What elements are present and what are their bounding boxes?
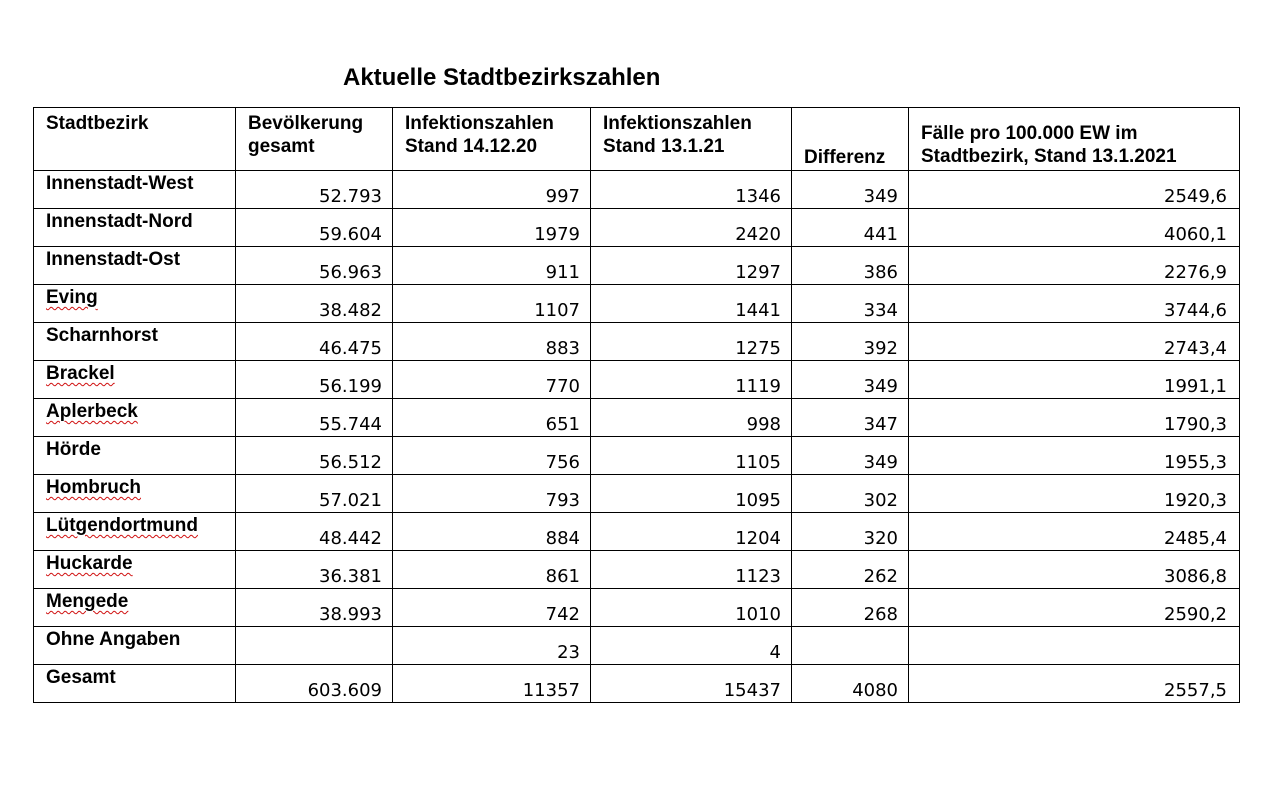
value-inf_1412: 742 bbox=[545, 604, 580, 625]
page-title: Aktuelle Stadtbezirkszahlen bbox=[343, 64, 661, 91]
value-differenz: 334 bbox=[863, 300, 898, 321]
row-label bbox=[34, 285, 235, 309]
cell-inf_1301 bbox=[591, 437, 792, 475]
value-differenz: 392 bbox=[863, 338, 898, 359]
cell-faelle bbox=[909, 551, 1240, 589]
table-row bbox=[34, 475, 1240, 513]
row-label-text: Brackel bbox=[46, 363, 115, 384]
table-row bbox=[34, 513, 1240, 551]
cell-stadtbezirk bbox=[34, 323, 236, 361]
cell-bevoelkerung bbox=[236, 247, 393, 285]
header-cell-differenz bbox=[792, 108, 909, 171]
cell-bevoelkerung bbox=[236, 209, 393, 247]
row-label bbox=[34, 209, 235, 233]
value-bevoelkerung bbox=[236, 627, 392, 643]
column-header-stadtbezirk: Stadtbezirk bbox=[46, 113, 149, 134]
cell-faelle bbox=[909, 171, 1240, 209]
cell-stadtbezirk bbox=[34, 551, 236, 589]
value-inf_1301: 1010 bbox=[735, 604, 781, 625]
cell-faelle bbox=[909, 285, 1240, 323]
cell-inf_1301 bbox=[591, 551, 792, 589]
value-differenz: 349 bbox=[863, 376, 898, 397]
cell-inf_1301 bbox=[591, 247, 792, 285]
value-faelle: 2549,6 bbox=[1164, 186, 1227, 207]
row-label bbox=[34, 399, 235, 423]
cell-inf_1301 bbox=[591, 285, 792, 323]
row-label-text: Innenstadt-Ost bbox=[46, 249, 181, 270]
cell-bevoelkerung bbox=[236, 323, 393, 361]
value-bevoelkerung: 38.482 bbox=[319, 300, 382, 321]
table-row bbox=[34, 551, 1240, 589]
cell-faelle bbox=[909, 399, 1240, 437]
cell-stadtbezirk bbox=[34, 437, 236, 475]
value-inf_1412: 1107 bbox=[534, 300, 580, 321]
cell-bevoelkerung bbox=[236, 437, 393, 475]
value-bevoelkerung: 56.963 bbox=[319, 262, 382, 283]
value-inf_1301: 1119 bbox=[735, 376, 781, 397]
value-faelle: 3086,8 bbox=[1164, 566, 1227, 587]
cell-bevoelkerung bbox=[236, 399, 393, 437]
value-bevoelkerung: 55.744 bbox=[319, 414, 382, 435]
value-faelle: 1920,3 bbox=[1164, 490, 1227, 511]
value-differenz: 302 bbox=[863, 490, 898, 511]
cell-differenz bbox=[792, 323, 909, 361]
cell-inf_1412 bbox=[393, 475, 591, 513]
cell-inf_1412 bbox=[393, 209, 591, 247]
cell-differenz bbox=[792, 171, 909, 209]
value-differenz: 268 bbox=[863, 604, 898, 625]
cell-differenz bbox=[792, 437, 909, 475]
table-row bbox=[34, 171, 1240, 209]
cell-inf_1301 bbox=[591, 665, 792, 703]
row-label-text: Lütgendortmund bbox=[46, 515, 198, 536]
cell-inf_1412 bbox=[393, 399, 591, 437]
value-inf_1412: 883 bbox=[545, 338, 580, 359]
cell-inf_1412 bbox=[393, 323, 591, 361]
cell-differenz bbox=[792, 627, 909, 665]
row-label-text: Scharnhorst bbox=[46, 325, 158, 346]
value-differenz bbox=[792, 627, 908, 643]
row-label bbox=[34, 247, 235, 271]
value-inf_1412: 997 bbox=[545, 186, 580, 207]
cell-faelle bbox=[909, 475, 1240, 513]
cell-inf_1412 bbox=[393, 285, 591, 323]
value-inf_1412: 1979 bbox=[534, 224, 580, 245]
value-bevoelkerung: 56.512 bbox=[319, 452, 382, 473]
value-inf_1301: 1095 bbox=[735, 490, 781, 511]
cell-differenz bbox=[792, 285, 909, 323]
cell-bevoelkerung bbox=[236, 551, 393, 589]
value-inf_1412: 756 bbox=[545, 452, 580, 473]
value-faelle: 1991,1 bbox=[1164, 376, 1227, 397]
row-label bbox=[34, 323, 235, 347]
value-faelle: 2590,2 bbox=[1164, 604, 1227, 625]
row-label-text: Mengede bbox=[46, 591, 129, 612]
cell-inf_1412 bbox=[393, 247, 591, 285]
value-bevoelkerung: 38.993 bbox=[319, 604, 382, 625]
row-label-text: Innenstadt-West bbox=[46, 173, 194, 194]
row-label bbox=[34, 437, 235, 461]
cell-differenz bbox=[792, 399, 909, 437]
cell-differenz bbox=[792, 247, 909, 285]
value-faelle: 1790,3 bbox=[1164, 414, 1227, 435]
cell-stadtbezirk bbox=[34, 285, 236, 323]
row-label-text: Gesamt bbox=[46, 667, 116, 688]
cell-inf_1301 bbox=[591, 361, 792, 399]
value-differenz: 347 bbox=[863, 414, 898, 435]
cell-bevoelkerung bbox=[236, 285, 393, 323]
cell-inf_1412 bbox=[393, 551, 591, 589]
table-row bbox=[34, 589, 1240, 627]
cell-stadtbezirk bbox=[34, 475, 236, 513]
column-header-bevoelkerung: Bevölkerung gesamt bbox=[248, 113, 364, 157]
cell-stadtbezirk bbox=[34, 627, 236, 665]
table-row bbox=[34, 323, 1240, 361]
cell-stadtbezirk bbox=[34, 665, 236, 703]
cell-inf_1412 bbox=[393, 665, 591, 703]
column-header-infektionen-1412: Infektionszahlen Stand 14.12.20 bbox=[405, 113, 554, 157]
value-bevoelkerung: 48.442 bbox=[319, 528, 382, 549]
value-inf_1412: 770 bbox=[545, 376, 580, 397]
value-inf_1301: 1297 bbox=[735, 262, 781, 283]
cell-bevoelkerung bbox=[236, 475, 393, 513]
value-inf_1301: 1204 bbox=[735, 528, 781, 549]
value-bevoelkerung: 603.609 bbox=[307, 680, 382, 701]
row-label-text: Huckarde bbox=[46, 553, 133, 574]
column-header-infektionen-1301: Infektionszahlen Stand 13.1.21 bbox=[603, 113, 752, 157]
column-header-faelle: Fälle pro 100.000 EW im Stadtbezirk, Stand 13.1.2021 bbox=[921, 123, 1177, 167]
value-inf_1301: 2420 bbox=[735, 224, 781, 245]
cell-differenz bbox=[792, 589, 909, 627]
cell-faelle bbox=[909, 589, 1240, 627]
value-inf_1412: 884 bbox=[545, 528, 580, 549]
cell-bevoelkerung bbox=[236, 513, 393, 551]
value-differenz: 349 bbox=[863, 452, 898, 473]
cell-bevoelkerung bbox=[236, 589, 393, 627]
value-differenz: 4080 bbox=[852, 680, 898, 701]
row-label-text: Innenstadt-Nord bbox=[46, 211, 193, 232]
value-inf_1412: 911 bbox=[545, 262, 580, 283]
cell-inf_1301 bbox=[591, 209, 792, 247]
value-inf_1301: 1105 bbox=[735, 452, 781, 473]
header-cell-infektionen-1412 bbox=[393, 108, 591, 171]
value-inf_1412: 861 bbox=[545, 566, 580, 587]
cell-inf_1412 bbox=[393, 589, 591, 627]
value-inf_1412: 651 bbox=[545, 414, 580, 435]
cell-bevoelkerung bbox=[236, 361, 393, 399]
cell-inf_1301 bbox=[591, 627, 792, 665]
row-label bbox=[34, 513, 235, 537]
cell-bevoelkerung bbox=[236, 171, 393, 209]
row-label bbox=[34, 551, 235, 575]
table-row bbox=[34, 437, 1240, 475]
cell-inf_1301 bbox=[591, 323, 792, 361]
cell-differenz bbox=[792, 513, 909, 551]
header-cell-faelle bbox=[909, 108, 1240, 171]
cell-faelle bbox=[909, 209, 1240, 247]
header-cell-bevoelkerung bbox=[236, 108, 393, 171]
row-label-text: Ohne Angaben bbox=[46, 629, 181, 650]
stadtbezirk-table bbox=[33, 107, 1240, 703]
value-bevoelkerung: 59.604 bbox=[319, 224, 382, 245]
value-inf_1412: 11357 bbox=[522, 680, 580, 701]
value-faelle bbox=[909, 627, 1239, 643]
row-label bbox=[34, 361, 235, 385]
value-faelle: 2743,4 bbox=[1164, 338, 1227, 359]
cell-inf_1412 bbox=[393, 437, 591, 475]
cell-differenz bbox=[792, 361, 909, 399]
table-row bbox=[34, 627, 1240, 665]
row-label bbox=[34, 589, 235, 613]
value-inf_1412: 23 bbox=[557, 642, 580, 663]
cell-inf_1301 bbox=[591, 513, 792, 551]
cell-faelle bbox=[909, 665, 1240, 703]
cell-inf_1301 bbox=[591, 475, 792, 513]
cell-stadtbezirk bbox=[34, 247, 236, 285]
value-faelle: 4060,1 bbox=[1164, 224, 1227, 245]
cell-differenz bbox=[792, 551, 909, 589]
cell-inf_1301 bbox=[591, 171, 792, 209]
cell-stadtbezirk bbox=[34, 399, 236, 437]
cell-stadtbezirk bbox=[34, 171, 236, 209]
row-label-text: Eving bbox=[46, 287, 98, 308]
table-row bbox=[34, 285, 1240, 323]
header-cell-infektionen-1301 bbox=[591, 108, 792, 171]
table-row bbox=[34, 209, 1240, 247]
cell-inf_1412 bbox=[393, 627, 591, 665]
value-faelle: 3744,6 bbox=[1164, 300, 1227, 321]
cell-inf_1301 bbox=[591, 399, 792, 437]
cell-faelle bbox=[909, 627, 1240, 665]
row-label bbox=[34, 627, 235, 651]
value-inf_1301: 4 bbox=[769, 642, 781, 663]
cell-faelle bbox=[909, 513, 1240, 551]
column-header-differenz: Differenz bbox=[804, 147, 886, 168]
row-label bbox=[34, 171, 235, 195]
value-inf_1301: 1441 bbox=[735, 300, 781, 321]
table-row bbox=[34, 247, 1240, 285]
value-inf_1412: 793 bbox=[545, 490, 580, 511]
value-bevoelkerung: 57.021 bbox=[319, 490, 382, 511]
table-row bbox=[34, 665, 1240, 703]
cell-differenz bbox=[792, 209, 909, 247]
value-differenz: 349 bbox=[863, 186, 898, 207]
table-header-row bbox=[34, 108, 1240, 171]
cell-faelle bbox=[909, 247, 1240, 285]
cell-faelle bbox=[909, 323, 1240, 361]
row-label-text: Hombruch bbox=[46, 477, 141, 498]
value-differenz: 320 bbox=[863, 528, 898, 549]
value-differenz: 441 bbox=[863, 224, 898, 245]
value-bevoelkerung: 56.199 bbox=[319, 376, 382, 397]
cell-bevoelkerung bbox=[236, 627, 393, 665]
row-label bbox=[34, 665, 235, 689]
cell-inf_1412 bbox=[393, 361, 591, 399]
cell-stadtbezirk bbox=[34, 361, 236, 399]
row-label-text: Hörde bbox=[46, 439, 101, 460]
cell-stadtbezirk bbox=[34, 513, 236, 551]
cell-differenz bbox=[792, 475, 909, 513]
cell-faelle bbox=[909, 437, 1240, 475]
value-inf_1301: 1275 bbox=[735, 338, 781, 359]
cell-inf_1301 bbox=[591, 589, 792, 627]
row-label bbox=[34, 475, 235, 499]
table-row bbox=[34, 361, 1240, 399]
value-faelle: 2276,9 bbox=[1164, 262, 1227, 283]
cell-inf_1412 bbox=[393, 513, 591, 551]
value-bevoelkerung: 46.475 bbox=[319, 338, 382, 359]
cell-bevoelkerung bbox=[236, 665, 393, 703]
value-inf_1301: 1123 bbox=[735, 566, 781, 587]
value-inf_1301: 998 bbox=[746, 414, 781, 435]
header-cell-stadtbezirk bbox=[34, 108, 236, 171]
cell-stadtbezirk bbox=[34, 589, 236, 627]
value-differenz: 262 bbox=[863, 566, 898, 587]
value-faelle: 2557,5 bbox=[1164, 680, 1227, 701]
value-faelle: 2485,4 bbox=[1164, 528, 1227, 549]
cell-inf_1412 bbox=[393, 171, 591, 209]
value-inf_1301: 1346 bbox=[735, 186, 781, 207]
value-bevoelkerung: 52.793 bbox=[319, 186, 382, 207]
row-label-text: Aplerbeck bbox=[46, 401, 138, 422]
cell-differenz bbox=[792, 665, 909, 703]
cell-faelle bbox=[909, 361, 1240, 399]
value-inf_1301: 15437 bbox=[723, 680, 781, 701]
table-row bbox=[34, 399, 1240, 437]
value-bevoelkerung: 36.381 bbox=[319, 566, 382, 587]
value-faelle: 1955,3 bbox=[1164, 452, 1227, 473]
value-differenz: 386 bbox=[863, 262, 898, 283]
cell-stadtbezirk bbox=[34, 209, 236, 247]
